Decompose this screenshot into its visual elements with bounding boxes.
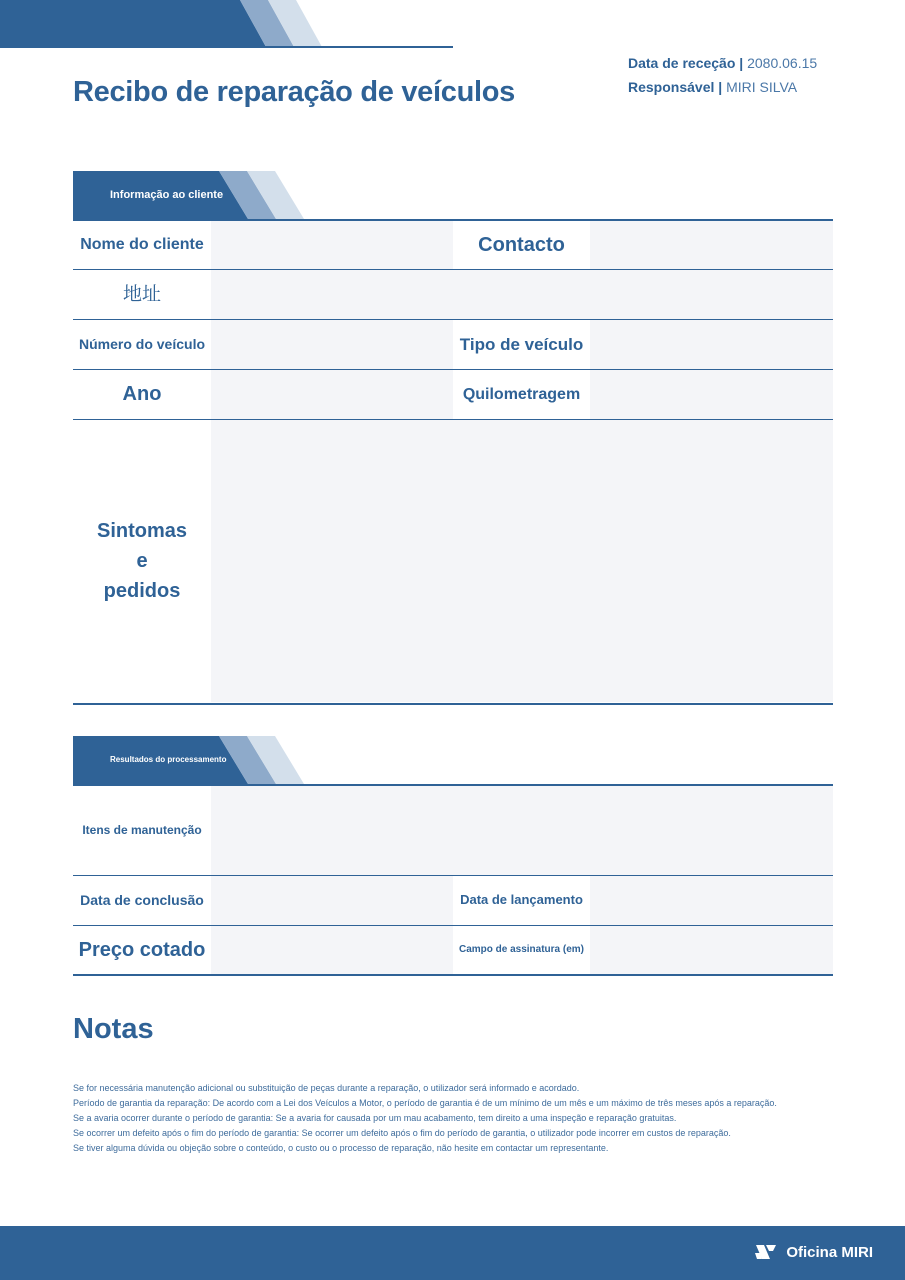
customer-section-label: Informação ao cliente (110, 189, 224, 201)
notes-list (73, 1081, 843, 1156)
processing-results-table (73, 784, 833, 976)
note-item: Período de garantia da reparação: De acordo com a Lei dos Veículos a Motor, o período de garantia é de um mínimo de um mês e um máximo de três meses após a reparação. (73, 1098, 777, 1108)
responsible-value: MIRI SILVA (726, 79, 798, 95)
customer-name-label: Nome do cliente (80, 236, 204, 253)
document-title: Recibo de reparação de veículos (73, 76, 515, 108)
processing-section-tab (73, 736, 308, 784)
release-date-field[interactable] (590, 876, 833, 925)
workshop-logo-icon (754, 1242, 778, 1262)
signature-field-label: Campo de assinatura (em) (458, 943, 585, 955)
footer-bar (0, 1226, 905, 1280)
note-item: Se tiver alguma dúvida ou objeção sobre o conteúdo, o custo ou o processo de reparação, não hesite em contactar um representante. (73, 1143, 609, 1153)
vehicle-number-label: Número do veículo (78, 335, 206, 352)
top-decorative-banner (0, 0, 453, 49)
notes-title: Notas (73, 1013, 154, 1045)
vehicle-number-field[interactable] (211, 320, 453, 369)
quoted-price-field[interactable] (211, 926, 453, 974)
maintenance-items-field[interactable] (211, 786, 833, 875)
address-field[interactable] (211, 270, 833, 319)
reception-date-value: 2080.06.15 (747, 55, 818, 71)
completion-date-label: Data de conclusão (80, 891, 204, 908)
responsible-label: Responsável (628, 79, 715, 95)
vehicle-type-label: Tipo de veículo (459, 334, 584, 354)
note-item: Se a avaria ocorrer durante o período de garantia: Se a avaria for causada por um mau acabamento, tem direito a uma inspeção e reparação gratuitas. (73, 1113, 677, 1123)
responsible (628, 79, 797, 95)
customer-section-tab (73, 171, 308, 219)
reception-date-label: Data de receção (628, 55, 736, 71)
quoted-price-label: Preço cotado (78, 938, 206, 961)
year-field[interactable] (211, 370, 453, 419)
mileage-field[interactable] (590, 370, 833, 419)
mileage-label: Quilometragem (462, 385, 581, 403)
symptoms-label: Sintomas e pedidos (96, 520, 188, 602)
separator: | (739, 55, 744, 71)
symptoms-field[interactable] (211, 420, 833, 702)
contact-field[interactable] (590, 221, 833, 269)
table-rule (73, 703, 833, 705)
release-date-label: Data de lançamento (460, 892, 583, 908)
address-label: 地址 (122, 282, 161, 305)
maintenance-items-label: Itens de manutenção (82, 823, 202, 837)
year-label: Ano (122, 383, 162, 405)
processing-section-label: Resultados do processamento (110, 755, 227, 764)
note-item: Se ocorrer um defeito após o fim do período de garantia: Se ocorrer um defeito após o fim do período de garantia, o utilizador pode incorrer em custos de reparação. (73, 1128, 731, 1138)
customer-name-field[interactable] (211, 221, 453, 269)
customer-info-table (73, 219, 833, 705)
signature-field[interactable] (590, 926, 833, 974)
table-rule (73, 974, 833, 976)
note-item: Se for necessária manutenção adicional ou substituição de peças durante a reparação, o utilizador será informado e acordado. (73, 1083, 580, 1093)
reception-date (628, 55, 817, 71)
brand (754, 1242, 873, 1262)
vehicle-type-field[interactable] (590, 320, 833, 369)
brand-name: Oficina MIRI (786, 1243, 873, 1261)
top-rule (0, 46, 453, 48)
separator: | (718, 79, 723, 95)
contact-label: Contacto (478, 233, 565, 256)
completion-date-field[interactable] (211, 876, 453, 925)
